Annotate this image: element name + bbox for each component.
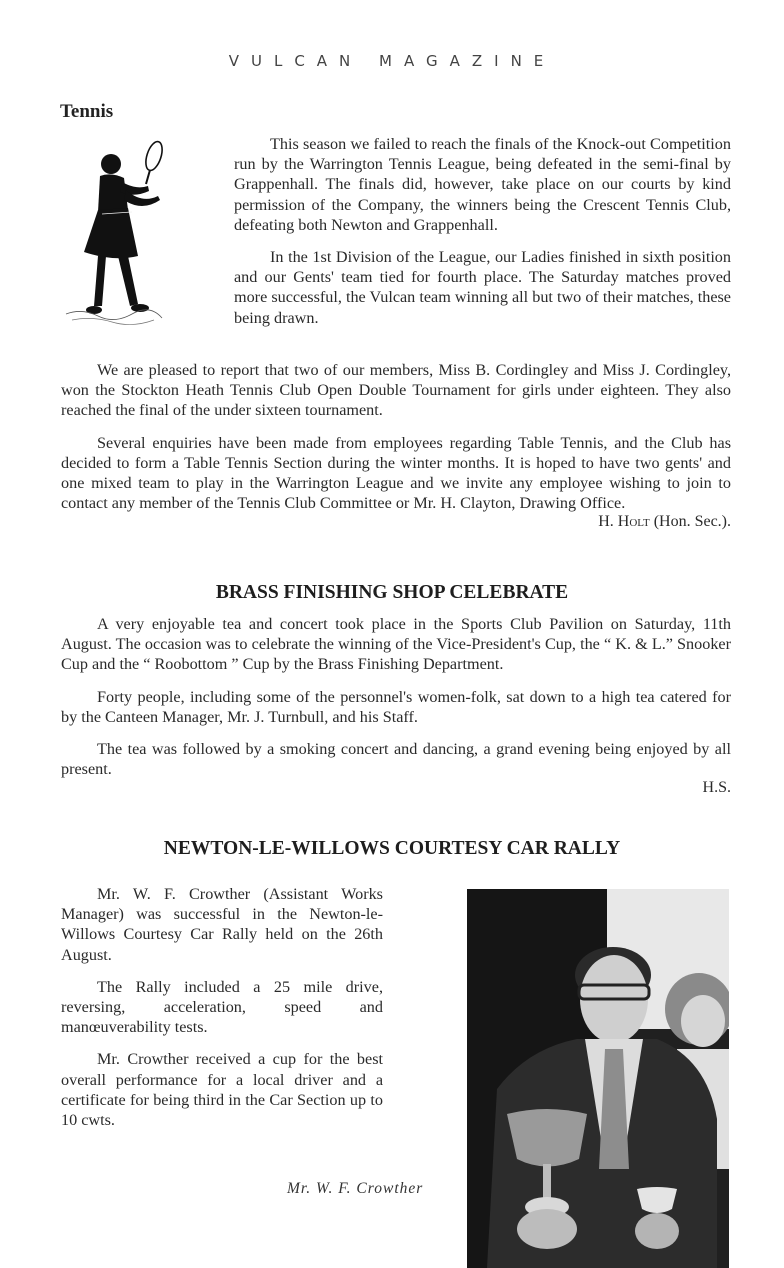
rally-section-heading: NEWTON-LE-WILLOWS COURTESY CAR RALLY — [163, 838, 621, 859]
tennis-paragraph: In the 1st Division of the League, our Ladies finished in sixth position and our Gents' team tied for fourth place. The Saturday matches proved more successful, the Vulcan team winning all but two of their matches, these being drawn. — [234, 248, 731, 327]
tennis-paragraph: We are pleased to report that two of our members, Miss B. Cordingley and Miss J. Cordingley, won the Stockton Heath Tennis Club Open Double Tournament for girls under eighteen. They also reached the final of the under sixteen tournament. — [61, 361, 731, 420]
magazine-masthead: VULCAN MAGAZINE — [228, 52, 556, 70]
brass-article — [61, 614, 731, 797]
signature-name: H. Holt — [598, 513, 650, 531]
tennis-paragraph: This season we failed to reach the finals of the Knock-out Competition run by the Warrington Tennis League, being defeated in the semi-final by Grappenhall. The finals did, however, take place on our courts by kind permission of the Company, the winners being the Crescent Tennis Club, defeating both Newton and Grappenhall. — [234, 135, 731, 234]
brass-paragraph: A very enjoyable tea and concert took place in the Sports Club Pavilion on Saturday, 11th August. The occasion was to celebrate the winning of the Vice-President's Cup, the “ K. & L.” Snooker Cup and the “ Roobottom ” Cup by the Brass Finishing Department. — [61, 615, 731, 674]
tennis-section-title: Tennis — [60, 101, 114, 122]
brass-signature: H.S. — [702, 779, 731, 797]
tennis-player-illustration — [62, 138, 182, 328]
brass-paragraph: Forty people, including some of the personnel's women-folk, sat down to a high tea catered for by the Canteen Manager, Mr. J. Turnbull, and his Staff. — [61, 687, 731, 726]
rally-article — [61, 884, 383, 1130]
photo-caption: Mr. W. F. Crowther — [287, 1180, 424, 1197]
tennis-signature — [61, 513, 731, 531]
tennis-paragraph: Several enquiries have been made from employees regarding Table Tennis, and the Club has decided to form a Table Tennis Section during the winter months. It is hoped to have two gents' and one mixed team to play in the Warrington League and we invite any employee wishing to join to contact any member of the Tennis Club Committee or Mr. H. Clayton, Drawing Office. — [61, 433, 731, 513]
tennis-article-top — [234, 134, 731, 328]
photo-man-holding-trophy-cups — [467, 889, 729, 1268]
tennis-article-bottom — [61, 360, 731, 531]
rally-paragraph: Mr. Crowther received a cup for the best overall performance for a local driver and a certificate for being third in the Car Section up to 10 cwts. — [61, 1050, 383, 1130]
signature-role: (Hon. Sec.). — [653, 513, 731, 531]
brass-paragraph: The tea was followed by a smoking concert and dancing, a grand evening being enjoyed by all present. — [61, 740, 731, 779]
brass-section-heading: BRASS FINISHING SHOP CELEBRATE — [215, 582, 569, 603]
rally-paragraph: Mr. W. F. Crowther (Assistant Works Manager) was successful in the Newton-le-Willows Courtesy Car Rally held on the 26th August. — [61, 885, 383, 964]
rally-paragraph: The Rally included a 25 mile drive, reversing, acceleration, speed and manœuverability tests. — [61, 977, 383, 1037]
